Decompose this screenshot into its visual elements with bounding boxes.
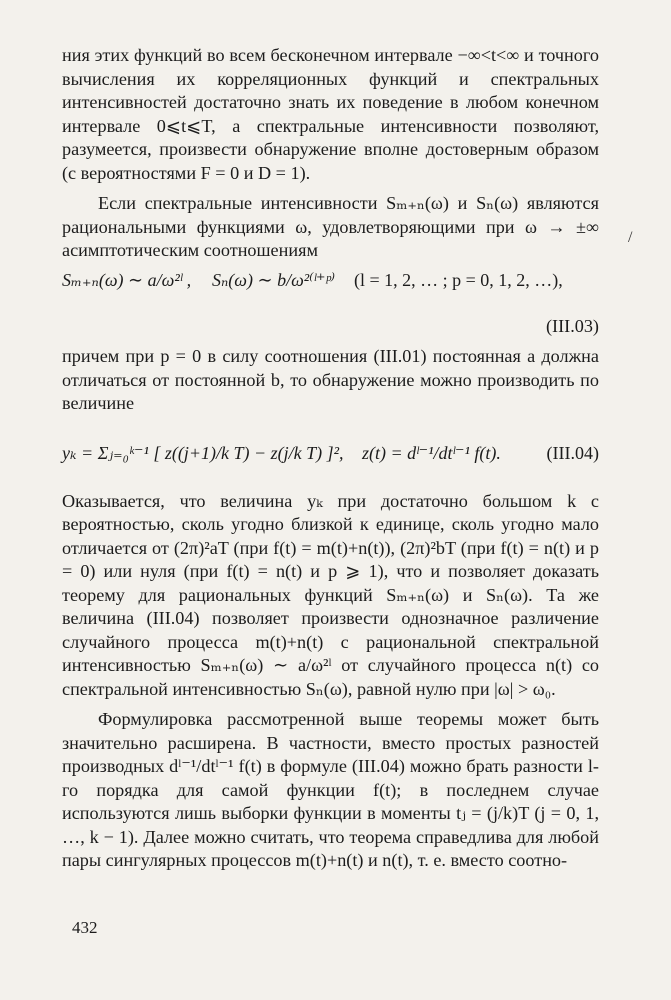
margin-mark: /: [628, 229, 633, 246]
formula-iii-03-tag: (III.03): [545, 315, 599, 336]
paragraph-4: Оказывается, что величина yₖ при достаточно большом k с вероятностью, сколь угодно близкой к единице, сколь угодно мало отличается от (2π)²aT (при f(t) = m(t)+n(t)), (2π)²bT (при f(t) = n(t) и p = 0) или нуля (при f(t) = n(t) и p ⩾ 1), что и позволяет доказать теорему для рациональных функций Sₘ₊ₙ(ω) и Sₙ(ω). Та же величина (III.04) позволяет произвести однозначное различение случайного процесса m(t)+n(t) с рациональной спектральной интенсивностью Sₘ₊ₙ(ω) ∼ a/ω²ˡ от случайного процесса n(t) со спектральной интенсивностью Sₙ(ω), равной нулю при |ω| > ω₀.: [62, 490, 599, 699]
formula-iii-03-middle: Sₙ(ω) ∼ b/ω²⁽ˡ⁺ᵖ⁾: [212, 269, 336, 290]
paragraph-3: причем при p = 0 в силу соотношения (III.01) постоянная a должна отличаться от постоянной b, то обнаружение можно производить по величине: [62, 346, 599, 413]
formula-iii-03-left: Sₘ₊ₙ(ω) ∼ a/ω²ˡ ,: [62, 269, 192, 290]
formula-iii-03: [62, 269, 599, 315]
page-number: 432: [72, 918, 98, 937]
formula-iii-04-tag: (III.04): [546, 442, 599, 463]
formula-iii-03-conditions: (l = 1, 2, … ; p = 0, 1, 2, …),: [354, 269, 563, 290]
paragraph-5: Формулировка рассмотренной выше теоремы может быть значительно расширена. В частности, вместо простых разностей производных dˡ⁻¹/dtˡ⁻¹ f(t) в формуле (III.04) можно брать разности l-го порядка для самой функции f(t); в последнем случае используются лишь выборки функции в моменты tⱼ = (j/k)T (j = 0, 1, …, k − 1). Далее можно считать, что теорема справедлива для любой пары сингулярных процессов m(t)+n(t) и n(t), т. е. вместо соотно-: [62, 709, 599, 870]
formula-iii-04-right: z(t) = dˡ⁻¹/dtˡ⁻¹ f(t).: [362, 442, 501, 463]
formula-iii-04-left: yₖ = Σⱼ₌₀ᵏ⁻¹ [ z((j+1)/k T) − z(j/k T) ]²,: [62, 442, 344, 463]
paragraph-1: ния этих функций во всем бесконечном интервале −∞<t<∞ и точного вычисления их корреляционных функций и спектральных интенсивностей достаточно знать их поведение в любом конечном интервале 0⩽t⩽T, а спектральные интенсивности позволяют, разумеется, произвести обнаружение вполне достоверным образом (с вероятностями F = 0 и D = 1).: [62, 45, 599, 183]
paragraph-2: Если спектральные интенсивности Sₘ₊ₙ(ω) и Sₙ(ω) являются рациональными функциями ω, удовлетворяющими при ω → ±∞ асимптотическим соотношениям: [62, 193, 599, 260]
formula-iii-04: [62, 424, 599, 490]
